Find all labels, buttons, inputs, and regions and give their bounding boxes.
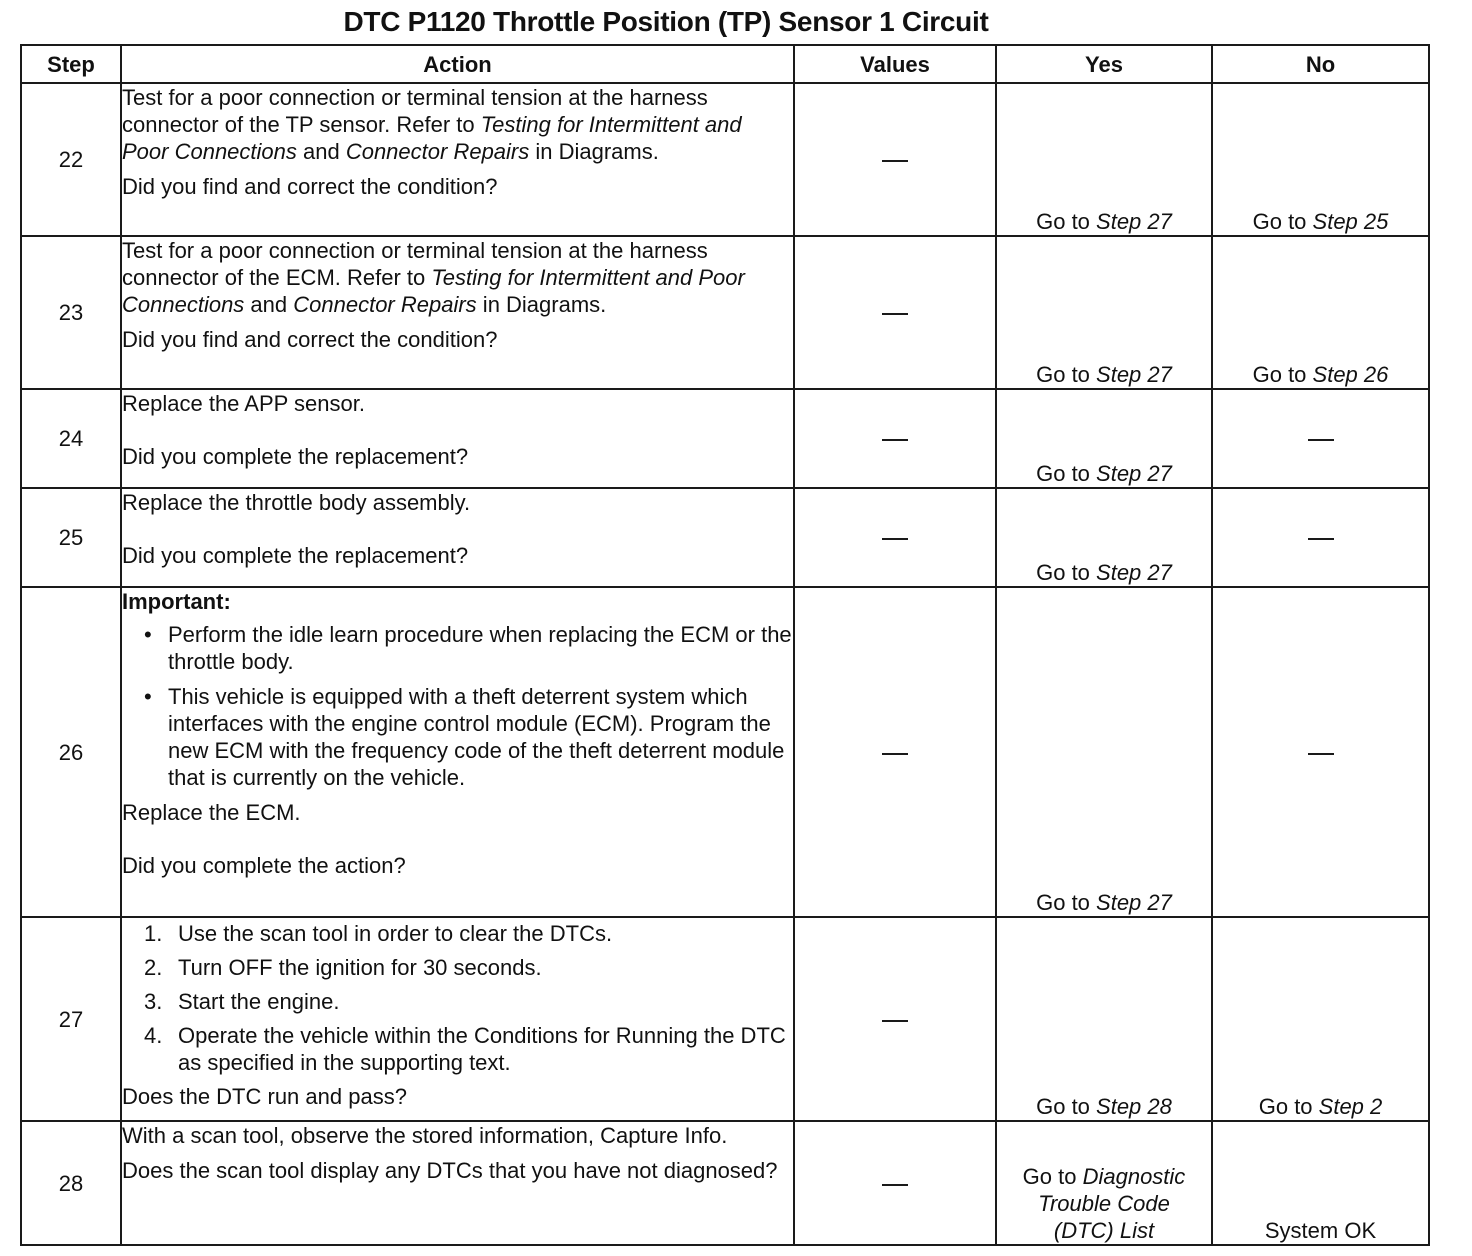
list-item — [144, 954, 793, 981]
table-row — [21, 587, 1429, 917]
dash-mark — [882, 439, 908, 441]
goto-prefix: Go to — [1258, 1094, 1319, 1119]
instruction-text: Test for a poor connection or terminal tension at the harness connector of the ECM. Refer to — [122, 238, 708, 290]
step-number: 22 — [21, 83, 121, 236]
reference-link[interactable]: Connector Repairs — [345, 139, 530, 164]
goto-step-link[interactable]: Step 26 — [1312, 362, 1389, 387]
no-cell — [1212, 917, 1429, 1121]
yes-cell — [996, 587, 1212, 917]
step-number: 26 — [21, 587, 121, 917]
action-instruction: Replace the APP sensor. — [122, 391, 365, 416]
goto-step-link[interactable]: Step 25 — [1312, 209, 1389, 234]
list-item — [144, 1022, 793, 1076]
list-text: Start the engine. — [178, 989, 340, 1014]
important-label: Important: — [122, 589, 231, 614]
table-header-row — [21, 45, 1429, 83]
no-cell — [1212, 488, 1429, 587]
dash-mark — [882, 313, 908, 315]
action-cell — [121, 1121, 794, 1245]
goto-prefix: Go to — [1036, 1094, 1097, 1119]
dash-mark — [882, 538, 908, 540]
yes-cell — [996, 488, 1212, 587]
goto-prefix: Go to — [1036, 209, 1097, 234]
action-instruction: Replace the throttle body assembly. — [122, 490, 471, 515]
no-cell — [1212, 587, 1429, 917]
dash-mark — [1308, 439, 1334, 441]
action-question: Does the scan tool display any DTCs that you have not diagnosed? — [122, 1158, 778, 1183]
header-step: Step — [21, 45, 121, 83]
goto-step-link[interactable]: Step 27 — [1096, 362, 1172, 387]
list-item: • Perform the idle learn procedure when replacing the ECM or the throttle body. — [144, 621, 793, 675]
goto-prefix: Go to — [1252, 362, 1313, 387]
action-cell — [121, 488, 794, 587]
list-number: 2. — [144, 955, 163, 980]
action-cell — [121, 83, 794, 236]
list-text: Use the scan tool in order to clear the DTCs. — [178, 921, 613, 946]
table-row — [21, 1121, 1429, 1245]
action-question: Did you find and correct the condition? — [122, 174, 498, 199]
action-instruction — [122, 237, 793, 318]
values-cell — [794, 389, 996, 488]
no-cell — [1212, 83, 1429, 236]
dash-mark — [882, 160, 908, 162]
header-action: Action — [121, 45, 794, 83]
instruction-text: in Diagrams. — [529, 139, 659, 164]
action-cell — [121, 917, 794, 1121]
goto-prefix: Go to — [1022, 1164, 1083, 1189]
list-number: 1. — [144, 921, 163, 946]
step-number: 27 — [21, 917, 121, 1121]
step-number: 25 — [21, 488, 121, 587]
no-cell — [1212, 1121, 1429, 1245]
list-text: Operate the vehicle within the Conditions for Running the DTC as specified in the supporting text. — [178, 1023, 786, 1075]
table-row — [21, 236, 1429, 389]
action-instruction: With a scan tool, observe the stored information, Capture Info. — [122, 1123, 728, 1148]
goto-dtc-list-link[interactable]: Diagnostic Trouble Code (DTC) List — [1038, 1164, 1186, 1243]
action-question: Did you find and correct the condition? — [122, 327, 498, 352]
goto-prefix: Go to — [1036, 560, 1097, 585]
step-number: 24 — [21, 389, 121, 488]
action-question: Does the DTC run and pass? — [122, 1084, 407, 1109]
values-cell — [794, 83, 996, 236]
table-row — [21, 389, 1429, 488]
yes-cell — [996, 83, 1212, 236]
no-cell — [1212, 389, 1429, 488]
instruction-text: Test for a poor connection or terminal tension at the harness connector of the TP sensor. Refer to — [122, 85, 708, 137]
action-question: Did you complete the replacement? — [122, 543, 469, 568]
action-cell — [121, 587, 794, 917]
action-instruction: Replace the ECM. — [122, 800, 301, 825]
goto-prefix: Go to — [1036, 890, 1097, 915]
dash-mark — [882, 1020, 908, 1022]
goto-step-link[interactable]: Step 28 — [1096, 1094, 1172, 1119]
list-number: 3. — [144, 989, 163, 1014]
list-item — [144, 920, 793, 947]
system-ok-text: System OK — [1264, 1218, 1377, 1243]
values-cell — [794, 587, 996, 917]
goto-prefix: Go to — [1036, 461, 1097, 486]
reference-link[interactable]: Testing for Intermittent and Poor Connections — [122, 112, 742, 164]
header-yes: Yes — [996, 45, 1212, 83]
reference-link[interactable]: Connector Repairs — [293, 292, 477, 317]
list-item — [144, 988, 793, 1015]
goto-prefix: Go to — [1252, 209, 1313, 234]
dash-mark — [882, 753, 908, 755]
values-cell — [794, 917, 996, 1121]
table-row — [21, 488, 1429, 587]
step-number: 23 — [21, 236, 121, 389]
action-question: Did you complete the replacement? — [122, 444, 469, 469]
goto-step-link[interactable]: Step 27 — [1096, 209, 1172, 234]
values-cell — [794, 236, 996, 389]
action-cell — [121, 236, 794, 389]
instruction-text: and — [296, 139, 346, 164]
step-number: 28 — [21, 1121, 121, 1245]
no-cell — [1212, 236, 1429, 389]
dash-mark — [1308, 538, 1334, 540]
important-notes-list — [122, 621, 793, 791]
action-question: Did you complete the action? — [122, 853, 406, 878]
yes-cell — [996, 917, 1212, 1121]
goto-prefix: Go to — [1036, 362, 1097, 387]
procedure-list — [122, 920, 793, 1076]
yes-cell — [996, 389, 1212, 488]
diagnostic-table — [20, 44, 1430, 1246]
goto-step-link[interactable]: Step 2 — [1318, 1094, 1383, 1119]
reference-link[interactable]: Testing for Intermittent and Poor Connections — [122, 265, 745, 317]
goto-step-link[interactable]: Step 27 — [1096, 890, 1172, 915]
header-no: No — [1212, 45, 1429, 83]
instruction-text: and — [244, 292, 294, 317]
dash-mark — [882, 1184, 908, 1186]
yes-cell — [996, 236, 1212, 389]
table-row — [21, 83, 1429, 236]
list-number: 4. — [144, 1023, 163, 1048]
yes-cell — [996, 1121, 1212, 1245]
page-title: DTC P1120 Throttle Position (TP) Sensor 1 Circuit — [343, 6, 989, 37]
values-cell — [794, 1121, 996, 1245]
header-values: Values — [794, 45, 996, 83]
table-row — [21, 917, 1429, 1121]
values-cell — [794, 488, 996, 587]
action-instruction — [122, 84, 793, 165]
dash-mark — [1308, 753, 1334, 755]
goto-step-link[interactable]: Step 27 — [1096, 560, 1172, 585]
list-text: Turn OFF the ignition for 30 seconds. — [178, 955, 542, 980]
instruction-text: in Diagrams. — [476, 292, 607, 317]
action-cell — [121, 389, 794, 488]
goto-step-link[interactable]: Step 27 — [1096, 461, 1172, 486]
list-item: • This vehicle is equipped with a theft deterrent system which interfaces with the engine control module (ECM). Program the new ECM with the frequency code of the theft deterrent module that is currently on the vehicle. — [144, 683, 793, 791]
